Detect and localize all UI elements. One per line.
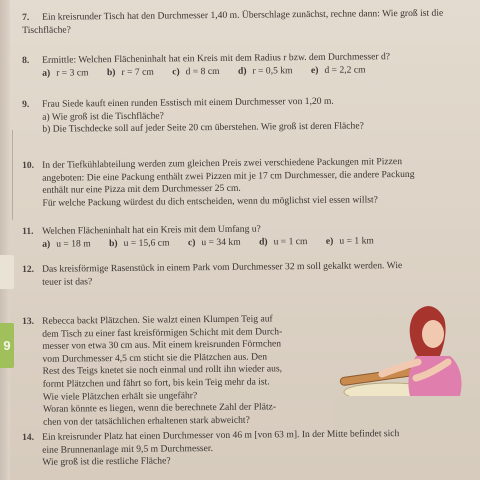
exercise-line: Woran könnte es liegen, wenn die berechnete Zahl der Plätz- [42,401,277,415]
exercise-text: Ermittle: Welchen Flächeninhalt hat ein Kreis mit dem Radius r bzw. dem Durchmesser d? [41,51,391,66]
exercise-12 [22,259,472,289]
exercise-line: enthält nur eine Pizza mit dem Durchmesser 25 cm. [42,182,241,196]
exercise-9 [22,94,462,136]
subtask-a: a) Wie groß ist die Tischfläche? [42,110,164,123]
margin-tab [0,323,14,368]
exercise-text: Welchen Flächeninhalt hat ein Kreis mit dem Umfang u? [41,223,261,237]
option: c) d = 8 cm [172,65,220,78]
subtask-b: b) Die Tischdecke soll auf jeder Seite 20 cm überstehen. Wie groß ist deren Fläche? [42,120,364,135]
exercise-line: Ein kreisrunder Platz hat einen Durchmesser von 46 m [von 63 m]. In der Mitte befindet sich [41,428,400,443]
exercise-line: In der Tiefkühlabteilung werden zum gleichen Preis zwei verschiedene Packungen mit Pizzen [41,156,403,171]
exercise-line: vom Durchmesser 4,5 cm sticht sie die Plätzchen aus. Den [42,351,268,365]
option: e) u = 1 km [325,234,374,247]
exercise-text: Ein kreisrunder Tisch hat den Durchmesser 1,40 m. Überschlage zunächst, rechne dann: Wie groß ist die Tischfläche? [22,7,444,36]
exercise-11 [22,221,462,251]
exercise-number: 9. [22,98,30,110]
exercise-line: messer von etwa 30 cm aus. Mit einem kreisrunden Förmchen [42,338,282,352]
exercise-number: 14. [22,431,35,443]
exercise-number: 11. [22,225,34,237]
option: a) u = 18 m [42,237,91,250]
option: b) r = 7 cm [106,66,154,78]
exercise-line: eine Brunnenanlage mit 9,5 m Durchmesser. [42,442,214,456]
option: e) d = 2,2 cm [310,63,366,76]
exercise-line: Rest des Teigs knetet sie noch einmal und rollt ihn wieder aus, [42,363,283,378]
exercise-number: 12. [22,263,35,275]
option: d) r = 0,5 km [237,64,293,77]
option-list [22,63,462,80]
exercise-text: Frau Siede kauft einen runden Esstisch mit einem Durchmesser von 1,20 m. [41,95,334,110]
exercise-line: teuer ist das? [42,275,93,288]
exercise-line: Für welche Packung würdest du dich entscheiden, wenn du möglichst viel essen willst? [42,194,378,209]
exercise-7 [22,7,462,37]
margin-tab-label: 9 [3,338,11,353]
option: d) u = 1 cm [258,235,308,248]
exercise-line: chen von der tatsächlichen erhaltenen stark abweicht? [43,414,250,428]
exercise-13 [22,312,358,429]
exercise-line: angeboten: Die eine Packung enthält zwei Pizzen mit je 17 cm Durchmesser, die andere Packung [42,168,415,184]
exercise-line: Das kreisförmige Rasenstück in einem Park vom Durchmesser 32 m soll gekalkt werden. Wie [41,260,403,275]
girl-rolling-dough-illustration [332,300,480,430]
exercise-10 [22,155,473,210]
page-gutter [0,0,10,480]
exercise-8 [22,50,462,80]
exercise-line: Wie viele Plätzchen erhält sie ungefähr? [42,389,198,403]
margin-line [12,130,13,220]
option: a) r = 3 cm [42,66,89,79]
exercise-number: 10. [22,159,35,171]
exercise-14 [22,427,472,469]
exercise-line: dem Tisch zu einer fast kreisförmigen Schicht mit dem Durch- [42,325,283,340]
exercise-line: formt Plätzchen und fährt so fort, bis kein Teig mehr da ist. [42,376,270,390]
option: b) u = 15,6 cm [109,237,170,249]
option-list [22,234,462,251]
option: c) u = 34 km [187,236,241,248]
exercise-number: 7. [22,11,30,23]
exercise-number: 13. [22,315,35,327]
exercise-line: Rebecca backt Plätzchen. Sie walzt einen Klumpen Teig auf [41,313,273,327]
exercise-number: 8. [22,54,30,66]
page-edge-tab [0,255,14,289]
exercise-line: Wie groß ist die restliche Fläche? [42,455,171,468]
